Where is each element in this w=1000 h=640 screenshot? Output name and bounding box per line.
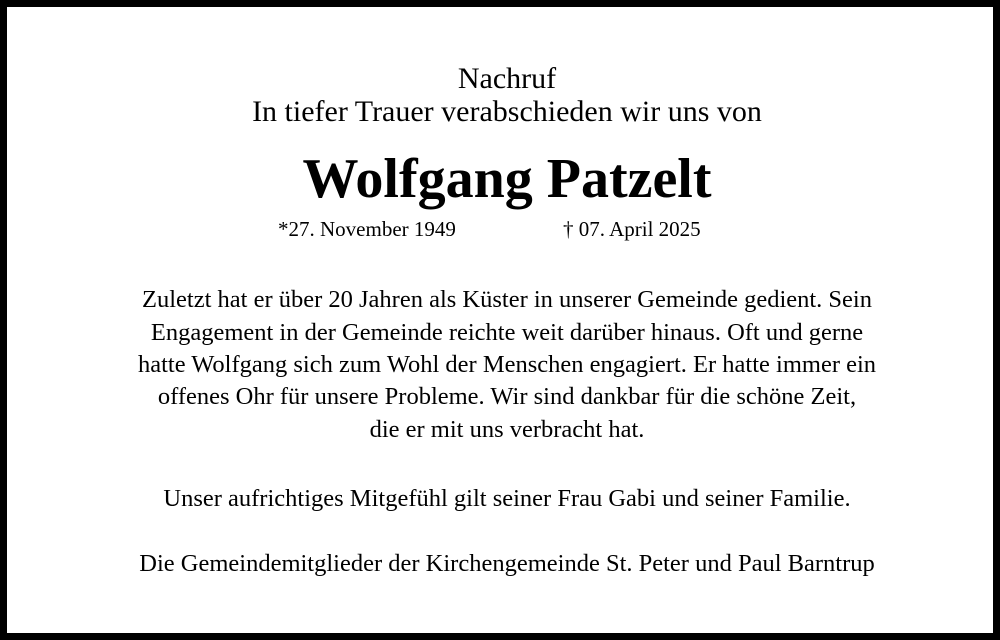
tribute-line: Zuletzt hat er über 20 Jahren als Küster in unserer Gemeinde gedient. Sein: [142, 286, 872, 313]
tribute-line: offenes Ohr für unsere Probleme. Wir sind dankbar für die schöne Zeit,: [157, 383, 857, 410]
notice-intro: In tiefer Trauer verabschieden wir uns von: [252, 95, 762, 128]
deceased-name: Wolfgang Patzelt: [302, 148, 712, 210]
condolence-text: Unser aufrichtiges Mitgefühl gilt seiner Frau Gabi und seiner Familie.: [163, 485, 851, 512]
tribute-line: die er mit uns verbracht hat.: [369, 416, 645, 443]
birth-date: *27. November 1949: [278, 217, 456, 241]
signature-text: Die Gemeindemitglieder der Kirchengemeinde St. Peter und Paul Barntrup: [139, 550, 875, 577]
notice-title: Nachruf: [457, 62, 557, 95]
tribute-line: Engagement in der Gemeinde reichte weit darüber hinaus. Oft und gerne: [150, 319, 864, 346]
tribute-line: hatte Wolfgang sich zum Wohl der Menschen engagiert. Er hatte immer ein: [137, 351, 877, 378]
death-date: † 07. April 2025: [563, 217, 701, 241]
